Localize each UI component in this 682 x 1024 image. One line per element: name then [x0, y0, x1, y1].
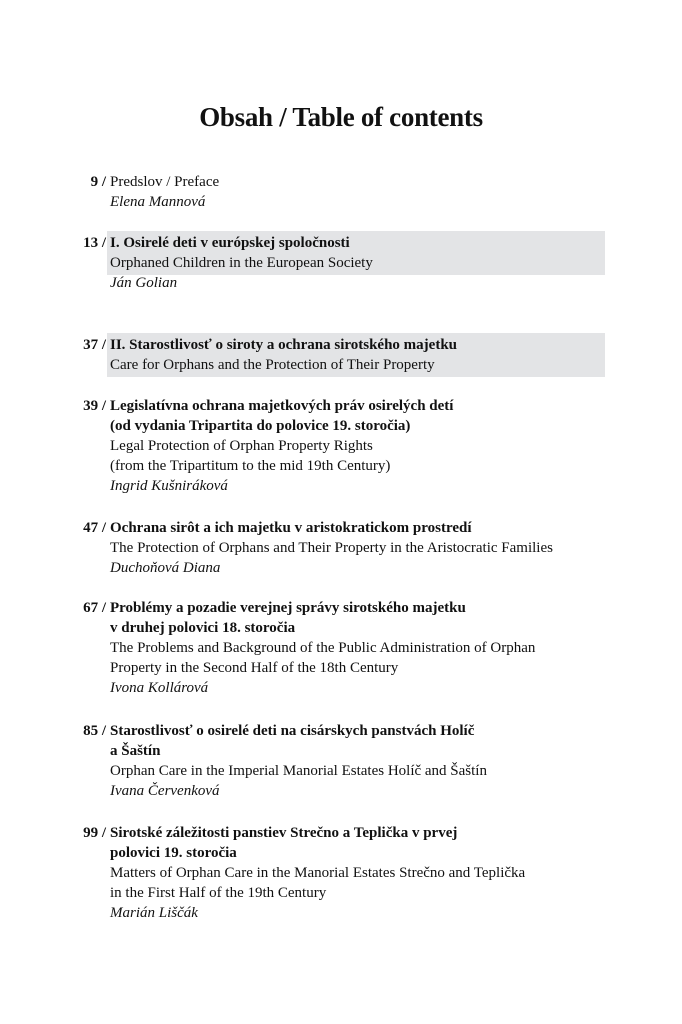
page-title: Obsah / Table of contents: [199, 102, 483, 132]
entry-title-english: Care for Orphans and the Protection of Their Property: [110, 357, 435, 373]
entry-title: a Šaštín: [110, 743, 161, 759]
entry-title-english: in the First Half of the 19th Century: [110, 885, 327, 901]
entry-title-english: Legal Protection of Orphan Property Rights: [110, 438, 373, 454]
entry-author: Marián Liščák: [110, 905, 198, 921]
toc-entry[interactable]: [0, 823, 682, 923]
page-number: 47 /: [83, 520, 106, 536]
entry-title-english: Orphan Care in the Imperial Manorial Estates Holíč and Šaštín: [110, 763, 487, 779]
page-number: 67 /: [83, 600, 106, 616]
entry-author: Ivana Červenková: [110, 783, 220, 799]
entry-title-english: (from the Tripartitum to the mid 19th Century): [110, 458, 391, 474]
entry-title: Problémy a pozadie verejnej správy sirotského majetku: [110, 600, 466, 616]
toc-entry[interactable]: [0, 396, 682, 496]
page-number: 9 /: [90, 174, 106, 190]
toc-entry[interactable]: [0, 598, 682, 698]
entry-author: Elena Mannová: [110, 194, 206, 210]
entry-title-english: The Protection of Orphans and Their Property in the Aristocratic Families: [110, 540, 553, 556]
page-number: 37 /: [83, 337, 106, 353]
page-number: 13 /: [83, 235, 106, 251]
entry-title: v druhej polovici 18. storočia: [110, 620, 296, 636]
page-number: 39 /: [83, 398, 106, 414]
entry-title: Predslov / Preface: [110, 174, 220, 190]
entry-author: Ivona Kollárová: [110, 680, 209, 696]
entry-author: Duchoňová Diana: [110, 560, 221, 576]
entry-title: II. Starostlivosť o siroty a ochrana sirotského majetku: [110, 337, 457, 353]
entry-title: Legislatívna ochrana majetkových práv osirelých detí: [110, 398, 454, 414]
toc-entry-section-1[interactable]: [0, 233, 682, 293]
entry-title-english: Property in the Second Half of the 18th Century: [110, 660, 399, 676]
entry-title: (od vydania Tripartita do polovice 19. storočia): [110, 418, 411, 434]
entry-title-english: The Problems and Background of the Public Administration of Orphan: [110, 640, 536, 656]
toc-entry-preface[interactable]: [0, 172, 682, 212]
entry-author: Ján Golian: [110, 275, 178, 291]
entry-author: Ingrid Kušniráková: [110, 478, 228, 494]
toc-entry[interactable]: [0, 518, 682, 578]
page-number: 99 /: [83, 825, 106, 841]
entry-title-english: Matters of Orphan Care in the Manorial Estates Strečno and Teplička: [110, 865, 526, 881]
entry-title: polovici 19. storočia: [110, 845, 237, 861]
toc-entry[interactable]: [0, 721, 682, 801]
entry-title: Sirotské záležitosti panstiev Strečno a Teplička v prvej: [110, 825, 458, 841]
toc-entry-section-2[interactable]: [0, 335, 682, 375]
page-number: 85 /: [83, 723, 106, 739]
entry-title: Ochrana sirôt a ich majetku v aristokratickom prostredí: [110, 520, 472, 536]
entry-title-english: Orphaned Children in the European Society: [110, 255, 373, 271]
entry-title: I. Osirelé deti v európskej spoločnosti: [110, 235, 350, 251]
entry-title: Starostlivosť o osirelé deti na cisárskych panstvách Holíč: [110, 723, 475, 739]
